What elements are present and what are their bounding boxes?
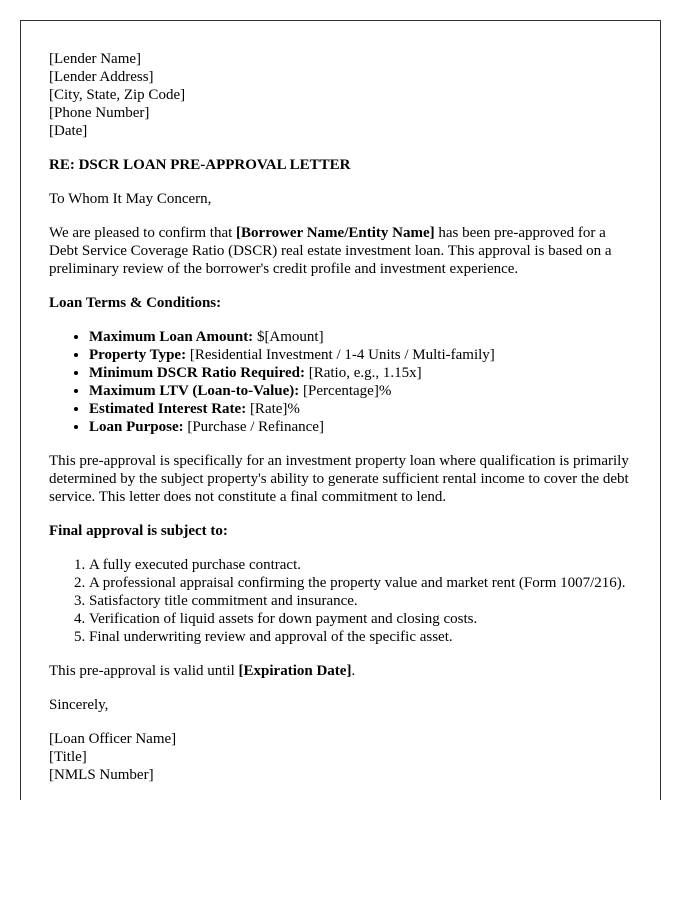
term-value: [Percentage]% <box>299 383 392 399</box>
term-value: [Rate]% <box>246 401 300 417</box>
term-label: Maximum LTV (Loan-to-Value): <box>89 383 300 399</box>
list-item: 2. A professional appraisal confirming the property value and market rent (Form 1007/216). <box>89 574 632 592</box>
list-item <box>89 382 632 400</box>
subject-line: RE: DSCR LOAN PRE-APPROVAL LETTER <box>49 157 351 173</box>
list-item <box>89 400 632 418</box>
borrower-name: [Borrower Name/Entity Name] <box>236 225 435 241</box>
list-item: 1. A fully executed purchase contract. <box>89 556 632 574</box>
conditions-heading: Final approval is subject to: <box>49 523 228 539</box>
lender-address: [Lender Address] <box>49 69 154 85</box>
qualification-paragraph: This pre-approval is specifically for an investment property loan where qualification is primarily determined by the subject property's ability to generate sufficient rental income to cover the debt service. This letter does not constitute a final commitment to lend. <box>49 453 629 505</box>
list-item <box>89 418 632 436</box>
term-value: [Residential Investment / 1-4 Units / Multi-family] <box>186 347 495 363</box>
list-item: 3. Satisfactory title commitment and insurance. <box>89 592 632 610</box>
lender-phone: [Phone Number] <box>49 105 150 121</box>
term-label: Property Type: <box>89 347 187 363</box>
expiration-date: [Expiration Date] <box>238 663 352 679</box>
term-label: Estimated Interest Rate: <box>89 401 247 417</box>
term-value: $[Amount] <box>253 329 324 345</box>
intro-text-after: has been pre-approved for a Debt Service Coverage Ratio (DSCR) real estate investment loan. This approval is based on a preliminary review of the borrower's credit profile and investment experience. <box>49 225 612 277</box>
list-item <box>89 364 632 382</box>
conditions-list <box>49 556 632 646</box>
closing: Sincerely, <box>49 697 109 713</box>
intro-text-before: We are pleased to confirm that <box>49 225 237 241</box>
letter-page <box>20 20 661 800</box>
lender-address-block <box>49 50 632 140</box>
term-label: Minimum DSCR Ratio Required: <box>89 365 305 381</box>
nmls-number: [NMLS Number] <box>49 767 154 783</box>
list-item: 4. Verification of liquid assets for down payment and closing costs. <box>89 610 632 628</box>
loan-officer-name: [Loan Officer Name] <box>49 731 177 747</box>
term-label: Loan Purpose: <box>89 419 184 435</box>
lender-city-state-zip: [City, State, Zip Code] <box>49 87 186 103</box>
validity-text-before: This pre-approval is valid until <box>49 663 239 679</box>
validity-text-after: . <box>351 663 356 679</box>
lender-name: [Lender Name] <box>49 51 142 67</box>
list-item <box>89 328 632 346</box>
term-label: Maximum Loan Amount: <box>89 329 254 345</box>
letter-date: [Date] <box>49 123 88 139</box>
loan-terms-heading: Loan Terms & Conditions: <box>49 295 222 311</box>
validity-paragraph <box>49 662 632 680</box>
signature-block <box>49 730 632 784</box>
term-value: [Purchase / Refinance] <box>183 419 324 435</box>
intro-paragraph <box>49 224 632 278</box>
term-value: [Ratio, e.g., 1.15x] <box>304 365 422 381</box>
loan-officer-title: [Title] <box>49 749 87 765</box>
salutation: To Whom It May Concern, <box>49 191 212 207</box>
list-item <box>89 346 632 364</box>
loan-terms-list <box>49 328 632 436</box>
list-item: 5. Final underwriting review and approval of the specific asset. <box>89 628 632 646</box>
